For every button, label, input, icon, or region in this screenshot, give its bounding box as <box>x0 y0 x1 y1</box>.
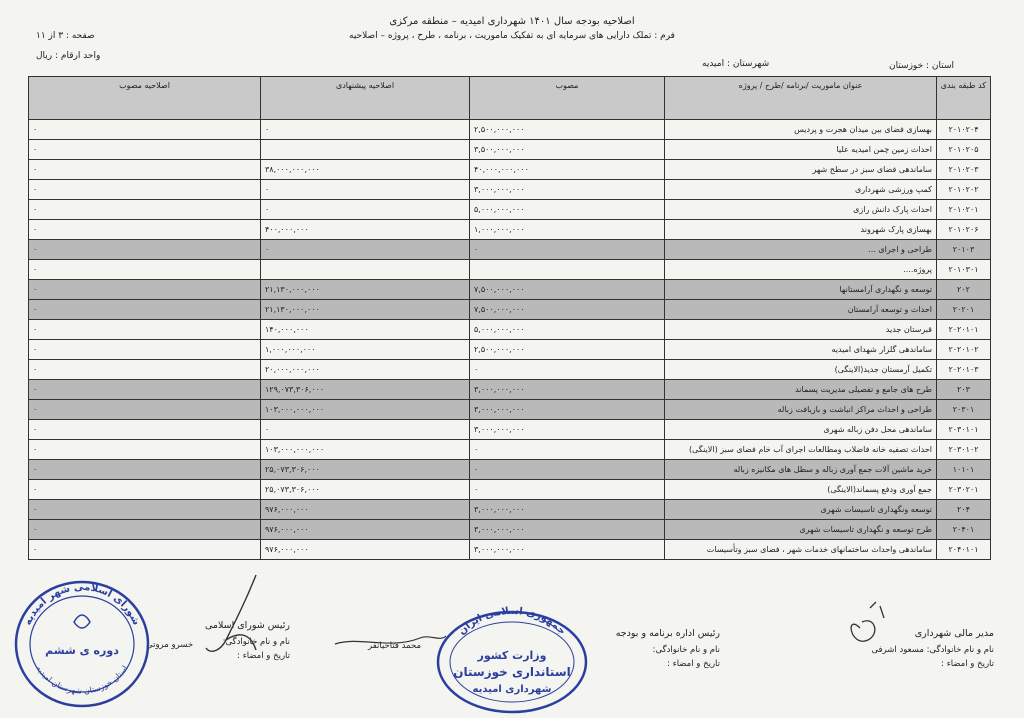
row-title-cell: بهسازی پارک شهروند <box>665 220 937 240</box>
col-header-code: کد طبقه بندی <box>937 77 991 120</box>
row-proposed-cell: ۰ <box>261 240 470 260</box>
row-title-cell: ساماندهی گلزار شهدای امیدیه <box>665 340 937 360</box>
row-code-cell: ۲۰۱۰۲۰۱ <box>937 200 991 220</box>
row-proposed-cell: ۱۴۰,۰۰۰,۰۰۰ <box>261 320 470 340</box>
council-seal-stamp <box>8 574 156 714</box>
row-final-cell: ۰ <box>29 500 261 520</box>
row-proposed-cell: ۲۱,۱۳۰,۰۰۰,۰۰۰ <box>261 280 470 300</box>
row-title-cell: قبرستان جدید <box>665 320 937 340</box>
row-approved-cell: ۲,۵۰۰,۰۰۰,۰۰۰ <box>470 340 665 360</box>
table-row <box>29 380 991 400</box>
council-role: رئیس شورای اسلامی <box>204 620 290 631</box>
row-proposed-cell: ۱,۰۰۰,۰۰۰,۰۰۰ <box>261 340 470 360</box>
row-approved-cell: ۳,۰۰۰,۰۰۰,۰۰۰ <box>470 180 665 200</box>
row-approved-cell: ۳,۰۰۰,۰۰۰,۰۰۰ <box>470 520 665 540</box>
table-row <box>29 460 991 480</box>
row-proposed-cell: ۱۰۳,۰۰۰,۰۰۰,۰۰۰ <box>261 400 470 420</box>
row-code-cell: ۲۰۳۰۱ <box>937 400 991 420</box>
row-code-cell: ۲۰۱۰۲۰۶ <box>937 220 991 240</box>
row-final-cell: ۰ <box>29 120 261 140</box>
row-title-cell: احداث پارک دانش رازی <box>665 200 937 220</box>
budget-table <box>28 76 991 560</box>
row-final-cell: ۰ <box>29 440 261 460</box>
row-title-cell: کمپ ورزشی شهرداری <box>665 180 937 200</box>
council-date-label: تاریخ و امضاء : <box>237 651 290 661</box>
row-approved-cell: ۰ <box>470 460 665 480</box>
row-proposed-cell: ۰ <box>261 180 470 200</box>
svg-text:استان خوزستان شهرستان امیدیه <box>34 664 129 696</box>
table-row <box>29 260 991 280</box>
row-code-cell: ۲۰۱۰۲۰۴ <box>937 120 991 140</box>
finance-name: مسعود اشرفی <box>871 645 924 655</box>
col-header-proposed: اصلاحیه پیشنهادی <box>261 77 470 120</box>
council-name: خسرو مروتی <box>146 640 194 650</box>
row-title-cell: توسعه ونگهداری تاسیسات شهری <box>665 500 937 520</box>
row-approved-cell <box>470 260 665 280</box>
finance-handwritten-signature <box>840 598 900 653</box>
row-code-cell: ۲۰۳۰۱۰۲ <box>937 440 991 460</box>
city-label: شهرستان : امیدیه <box>702 59 770 69</box>
table-row <box>29 200 991 220</box>
row-proposed-cell: ۱۰۳,۰۰۰,۰۰۰,۰۰۰ <box>261 440 470 460</box>
row-title-cell: احداث زمین چمن امیدیه علیا <box>665 140 937 160</box>
row-approved-cell: ۳,۰۰۰,۰۰۰,۰۰۰ <box>470 400 665 420</box>
row-proposed-cell: ۹۷۶,۰۰۰,۰۰۰ <box>261 520 470 540</box>
ministry-seal-line2: استانداری خوزستان <box>453 665 571 679</box>
budget-name-label: نام و نام خانوادگی: <box>652 645 720 655</box>
row-title-cell: ساماندهی محل دفن زباله شهری <box>665 420 937 440</box>
row-approved-cell: ۳,۰۰۰,۰۰۰,۰۰۰ <box>470 380 665 400</box>
row-final-cell: ۰ <box>29 220 261 240</box>
row-approved-cell: ۰ <box>470 240 665 260</box>
row-proposed-cell: ۲۵,۰۷۳,۳۰۶,۰۰۰ <box>261 460 470 480</box>
row-title-cell: پروژه.... <box>665 260 937 280</box>
table-row <box>29 240 991 260</box>
row-final-cell: ۰ <box>29 340 261 360</box>
row-final-cell: ۰ <box>29 400 261 420</box>
row-final-cell: ۰ <box>29 240 261 260</box>
row-code-cell: ۲۰۴۰۱۰۱ <box>937 540 991 560</box>
row-title-cell: احداث و توسعه آرامستان <box>665 300 937 320</box>
row-final-cell: ۰ <box>29 320 261 340</box>
row-code-cell: ۲۰۱۰۲۰۳ <box>937 160 991 180</box>
table-row <box>29 520 991 540</box>
table-row <box>29 280 991 300</box>
row-code-cell: ۲۰۱۰۲۰۵ <box>937 140 991 160</box>
table-row <box>29 320 991 340</box>
row-approved-cell: ۷,۵۰۰,۰۰۰,۰۰۰ <box>470 300 665 320</box>
row-approved-cell: ۷,۵۰۰,۰۰۰,۰۰۰ <box>470 280 665 300</box>
emblem-icon <box>74 615 90 628</box>
row-title-cell: ساماندهی فضای سبز در سطح شهر <box>665 160 937 180</box>
council-seal-bottom: استان خوزستان شهرستان امیدیه <box>34 663 130 696</box>
table-row <box>29 300 991 320</box>
row-final-cell: ۰ <box>29 280 261 300</box>
row-proposed-cell: ۲۵,۰۷۳,۳۰۶,۰۰۰ <box>261 480 470 500</box>
row-approved-cell: ۳,۰۰۰,۰۰۰,۰۰۰ <box>470 540 665 560</box>
mayor-name: محمد فتاحیانفر <box>368 641 422 651</box>
row-proposed-cell: ۳۸,۰۰۰,۰۰۰,۰۰۰ <box>261 160 470 180</box>
row-proposed-cell <box>261 260 470 280</box>
budget-date-label: تاریخ و امضاء : <box>667 659 720 669</box>
row-title-cell: احداث تصفیه خانه فاضلاب ومطالعات اجرای آب خام فضای سبز (الاینگی) <box>665 440 937 460</box>
row-title-cell: توسعه و نگهداری آرامستانها <box>665 280 937 300</box>
row-title-cell: تکمیل آرمستان جدید(الاینگی) <box>665 360 937 380</box>
table-row <box>29 420 991 440</box>
row-code-cell: ۲۰۳ <box>937 380 991 400</box>
row-approved-cell: ۴۰,۰۰۰,۰۰۰,۰۰۰ <box>470 160 665 180</box>
form-subtitle: فرم : تملک دارایی های سرمایه ای به تفکیک ماموریت ، برنامه ، طرح ، پروژه – اصلاحیه <box>349 31 675 41</box>
row-proposed-cell <box>261 140 470 160</box>
row-code-cell: ۲۰۳۰۲۰۱ <box>937 480 991 500</box>
row-approved-cell: ۳,۰۰۰,۰۰۰,۰۰۰ <box>470 500 665 520</box>
row-final-cell: ۰ <box>29 300 261 320</box>
budget-role: رئیس اداره برنامه و بودجه <box>615 628 720 639</box>
row-code-cell: ۲۰۲۰۱۰۲ <box>937 340 991 360</box>
row-code-cell: ۱۰۱۰۱ <box>937 460 991 480</box>
row-code-cell: ۲۰۲۰۱۰۳ <box>937 360 991 380</box>
row-final-cell: ۰ <box>29 160 261 180</box>
row-proposed-cell: ۲۱,۱۳۰,۰۰۰,۰۰۰ <box>261 300 470 320</box>
row-proposed-cell: ۴۰۰,۰۰۰,۰۰۰ <box>261 220 470 240</box>
ministry-seal-line3: شهرداری امیدیه <box>472 684 552 695</box>
table-row <box>29 120 991 140</box>
row-code-cell: ۲۰۲۰۱ <box>937 300 991 320</box>
council-seal-middle: دوره ی ششم <box>45 644 119 657</box>
table-row <box>29 440 991 460</box>
row-approved-cell: ۵,۰۰۰,۰۰۰,۰۰۰ <box>470 200 665 220</box>
document-title: اصلاحیه بودجه سال ۱۴۰۱ شهرداری امیدیه – منطقه مرکزی <box>389 16 635 27</box>
council-seal-top: شورای اسلامی شهر امیدیه <box>22 581 142 627</box>
row-title-cell: بهسازی فضای بین میدان هجرت و پردیس <box>665 120 937 140</box>
row-final-cell: ۰ <box>29 420 261 440</box>
row-title-cell: طرح های جامع و تفصیلی مدیریت پسماند <box>665 380 937 400</box>
table-row <box>29 180 991 200</box>
ministry-seal-line1: وزارت کشور <box>477 649 547 662</box>
finance-date-label: تاریخ و امضاء : <box>941 659 994 669</box>
row-code-cell: ۲۰۴ <box>937 500 991 520</box>
table-header-row <box>29 77 991 120</box>
table-row <box>29 360 991 380</box>
row-code-cell: ۲۰۳۰۱۰۱ <box>937 420 991 440</box>
council-name-label: نام و نام خانوادگی: <box>222 637 290 647</box>
row-approved-cell: ۰ <box>470 480 665 500</box>
row-approved-cell: ۳,۰۰۰,۰۰۰,۰۰۰ <box>470 420 665 440</box>
row-proposed-cell: ۰ <box>261 200 470 220</box>
row-final-cell: ۰ <box>29 540 261 560</box>
row-title-cell: طراحی و احداث مراکز انباشت و بازیافت زباله <box>665 400 937 420</box>
table-row <box>29 500 991 520</box>
table-row <box>29 160 991 180</box>
row-approved-cell: ۲,۵۰۰,۰۰۰,۰۰۰ <box>470 120 665 140</box>
table-row <box>29 140 991 160</box>
col-header-approved: مصوب <box>470 77 665 120</box>
row-final-cell: ۰ <box>29 380 261 400</box>
row-title-cell: ساماندهی واحداث ساختمانهای خدمات شهر ، فضای سبز وتأسیسات <box>665 540 937 560</box>
table-row <box>29 540 991 560</box>
svg-text:شورای اسلامی شهر امیدیه <box>22 582 141 627</box>
table-row <box>29 480 991 500</box>
row-code-cell: ۲۰۴۰۱ <box>937 520 991 540</box>
row-final-cell: ۰ <box>29 460 261 480</box>
table-body <box>29 120 991 560</box>
finance-role: مدیر مالی شهرداری <box>914 628 994 639</box>
row-title-cell: طراحی و اجرای ... <box>665 240 937 260</box>
row-code-cell: ۲۰۱۰۳ <box>937 240 991 260</box>
row-proposed-cell: ۹۷۶,۰۰۰,۰۰۰ <box>261 540 470 560</box>
row-final-cell: ۰ <box>29 480 261 500</box>
row-final-cell: ۰ <box>29 360 261 380</box>
row-code-cell: ۲۰۲ <box>937 280 991 300</box>
table-row <box>29 400 991 420</box>
province-label: استان : خوزستان <box>888 61 954 71</box>
row-code-cell: ۲۰۱۰۲۰۲ <box>937 180 991 200</box>
ministry-seal-top: جمهوری اسلامی ایران <box>456 605 568 638</box>
row-proposed-cell: ۹۷۶,۰۰۰,۰۰۰ <box>261 500 470 520</box>
row-approved-cell: ۳,۵۰۰,۰۰۰,۰۰۰ <box>470 140 665 160</box>
row-proposed-cell: ۰ <box>261 420 470 440</box>
finance-name-label: نام و نام خانوادگی: <box>926 645 994 655</box>
row-proposed-cell: ۰ <box>261 120 470 140</box>
table-row <box>29 340 991 360</box>
ministry-seal-stamp <box>432 604 592 716</box>
row-proposed-cell: ۱۲۹,۰۷۳,۳۰۶,۰۰۰ <box>261 380 470 400</box>
row-final-cell: ۰ <box>29 180 261 200</box>
row-title-cell: طرح توسعه و نگهداری تاسیسات شهری <box>665 520 937 540</box>
unit-label: واحد ارقام : ریال <box>36 51 101 61</box>
col-header-title: عنوان ماموریت /برنامه /طرح / پروژه <box>665 77 937 120</box>
table-row <box>29 220 991 240</box>
council-handwritten-signature <box>196 570 276 660</box>
row-approved-cell: ۵,۰۰۰,۰۰۰,۰۰۰ <box>470 320 665 340</box>
row-approved-cell: ۰ <box>470 360 665 380</box>
row-final-cell: ۰ <box>29 260 261 280</box>
row-title-cell: خرید ماشین آلات جمع آوری زباله و سطل های مکانیزه زباله <box>665 460 937 480</box>
row-title-cell: جمع آوری ودفع پسماند(الاینگی) <box>665 480 937 500</box>
row-approved-cell: ۰ <box>470 440 665 460</box>
row-final-cell: ۰ <box>29 140 261 160</box>
row-code-cell: ۲۰۲۰۱۰۱ <box>937 320 991 340</box>
row-approved-cell: ۱,۰۰۰,۰۰۰,۰۰۰ <box>470 220 665 240</box>
col-header-final: اصلاحیه مصوب <box>29 77 261 120</box>
page-number: صفحه : ۳ از ۱۱ <box>36 31 95 41</box>
row-proposed-cell: ۲۰,۰۰۰,۰۰۰,۰۰۰ <box>261 360 470 380</box>
row-code-cell: ۲۰۱۰۳۰۱ <box>937 260 991 280</box>
row-final-cell: ۰ <box>29 520 261 540</box>
row-final-cell: ۰ <box>29 200 261 220</box>
budget-signature-block <box>590 628 720 669</box>
